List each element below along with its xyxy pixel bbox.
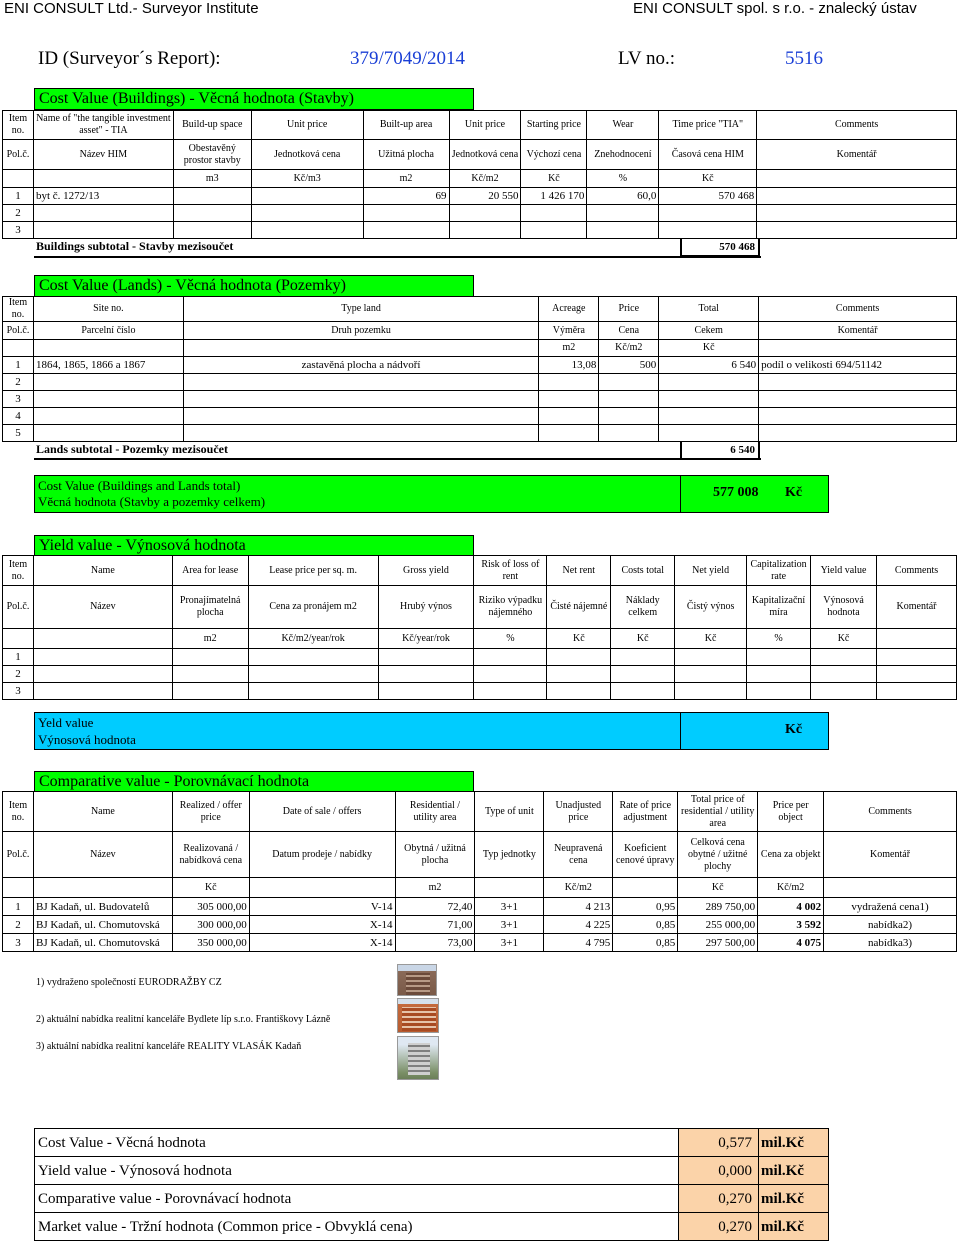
yield-result-currency: Kč: [785, 722, 803, 737]
hdr: Parcelní číslo: [33, 322, 183, 340]
report-id-value: 379/7049/2014: [350, 48, 466, 69]
yield-result-box: [34, 712, 829, 750]
summary-row: Comparative value - Porovnávací hodnota 0,270 mil.Kč: [35, 1185, 829, 1213]
total-line2: Věcná hodnota (Stavby a pozemky celkem): [38, 494, 266, 509]
table-row: 5: [3, 425, 957, 442]
hdr: Cekem: [659, 322, 759, 340]
comparative-table: Item no. Name Realized / offer price Date of sale / offers Residential / utility area Type of unit Unadjusted price Rate of price adjustment Total price of residential / utility area Price per object Comments Pol.č. Název Realizovaná / nabídková cena Datum prodeje / nabídky Obytná / užitná plocha Typ jednotky Neupravená cena Koeficient cenové úpravy Celková cena obytné / užitné plochy Cena za objekt Komentář Kč m2 Kč/m2 Kč Kč/m2 1 BJ Kadaň, ul. Budovatelů 305 000,00 V-14 72,40 3+1 4 213 0,95 289 750,00 4 002 vydražená cena1) 2 BJ Kadaň, ul. Chomutovská 300 000,00 X-14 71,00 3+1 4 225 0,85 255 000,00 3 592 nabídka2) 3 BJ Kadaň, ul. Chomutovská 350 000,00 X-14 73,00 3+1 4 795 0,85 297 500,00 4 075 nabídka3): [2, 791, 957, 952]
unit: Kč: [521, 170, 587, 188]
lv-label: LV no.:: [618, 48, 676, 69]
hdr: Druh pozemku: [183, 322, 539, 340]
yield-title: Yield value - Výnosová hodnota: [34, 535, 474, 556]
unit: Kč/m3: [251, 170, 363, 188]
lands-subtotal-label: Lands subtotal - Pozemky mezisoučet: [36, 442, 228, 456]
note-3: 3) aktuální nabídka realitní kanceláře REALITY VLASÁK Kadaň: [36, 1041, 302, 1052]
hdr: Acreage: [539, 297, 599, 322]
note-1: 1) vydraženo společností EURODRAŽBY CZ: [36, 977, 222, 988]
hdr: Název HIM: [33, 140, 173, 170]
hdr: Build-up space: [173, 111, 251, 140]
hdr: Obestavěný prostor stavby: [173, 140, 251, 170]
hdr: Comments: [757, 111, 957, 140]
yield-table: Item no. Name Area for lease Lease price per sq. m. Gross yield Risk of loss of rent Net rent Costs total Net yield Capitalization rate Yield value Comments Pol.č. Název Pronajímatelná plocha Cena za pronájem m2 Hrubý výnos Riziko výpadku nájemného Čisté nájemné Náklady celkem Čistý výnos Kapitalizační míra Výnosová hodnota Komentář m2 Kč/m2/year/rok Kč/year/rok % Kč Kč Kč % Kč 1 2 3: [2, 555, 957, 700]
hdr: Site no.: [33, 297, 183, 322]
hdr: Znehodnocení: [587, 140, 659, 170]
hdr: Jednotková cena: [251, 140, 363, 170]
hdr: Časová cena HIM: [659, 140, 757, 170]
unit: m2: [363, 170, 449, 188]
hdr: Starting price: [521, 111, 587, 140]
buildings-subtotal-value: 570 468: [680, 239, 760, 257]
lands-title: Cost Value (Lands) - Věcná hodnota (Pozemky): [34, 275, 474, 297]
total-line1: Cost Value (Buildings and Lands total): [38, 478, 241, 493]
yield-result-line2: Výnosová hodnota: [38, 732, 136, 747]
yield-result-line1: Yeld value: [38, 715, 94, 730]
table-row: 2 BJ Kadaň, ul. Chomutovská 300 000,00 X-14 71,00 3+1 4 225 0,85 255 000,00 3 592 nabídka2): [3, 916, 957, 934]
hdr: Name of "the tangible investment asset" - TIA: [33, 111, 173, 140]
total-value: 577 008: [713, 485, 759, 500]
comparable-photo-2: [397, 998, 439, 1033]
hdr: Výchozí cena: [521, 140, 587, 170]
comparative-title: Comparative value - Porovnávací hodnota: [34, 771, 474, 792]
hdr: Unit price: [449, 111, 521, 140]
unit: m3: [173, 170, 251, 188]
table-row: 3: [3, 683, 957, 700]
hdr: Cena: [599, 322, 659, 340]
unit: Kč: [659, 340, 759, 357]
buildings-subtotal-label: Buildings subtotal - Stavby mezisoučet: [36, 239, 234, 253]
hdr: Item no.: [3, 297, 34, 322]
hdr: Time price "TIA": [659, 111, 757, 140]
report-id-label: ID (Surveyor´s Report):: [38, 48, 221, 69]
table-row: 1: [3, 649, 957, 666]
note-2: 2) aktuální nabídka realitní kanceláře Bydlete líp s.r.o. Františkovy Lázně: [36, 1014, 331, 1025]
hdr: Jednotková cena: [449, 140, 521, 170]
summary-row: Cost Value - Věcná hodnota 0,577 mil.Kč: [35, 1129, 829, 1157]
hdr: Type land: [183, 297, 539, 322]
unit: m2: [539, 340, 599, 357]
hdr: Užitná plocha: [363, 140, 449, 170]
buildings-table: [2, 110, 957, 239]
unit: %: [587, 170, 659, 188]
table-row: 2: [3, 374, 957, 391]
comparable-photo-3: [397, 1036, 439, 1080]
hdr: Komentář: [757, 140, 957, 170]
lands-table: [2, 296, 957, 442]
summary-row: Yield value - Výnosová hodnota 0,000 mil.Kč: [35, 1157, 829, 1185]
subtotal-line: [34, 256, 761, 258]
table-row: 1 1864, 1865, 1866 a 1867 zastavěná plocha a nádvoří 13,08 500 6 540 podíl o velikosti 694/51142: [3, 357, 957, 374]
table-row: 4: [3, 408, 957, 425]
lands-subtotal-value: 6 540: [680, 442, 760, 460]
hdr: Built-up area: [363, 111, 449, 140]
hdr: Pol.č.: [3, 322, 34, 340]
table-row: 1 byt č. 1272/13 69 20 550 1 426 170 60,0 570 468: [3, 188, 957, 205]
hdr: Výměra: [539, 322, 599, 340]
comparable-photo-1: [397, 964, 437, 996]
table-row: 3 BJ Kadaň, ul. Chomutovská 350 000,00 X-14 73,00 3+1 4 795 0,85 297 500,00 4 075 nabídka3): [3, 934, 957, 952]
hdr: Item no.: [3, 111, 34, 140]
header-right: ENI CONSULT spol. s r.o. - znalecký ústav: [633, 0, 917, 17]
table-row: 2: [3, 205, 957, 222]
table-row: 2: [3, 666, 957, 683]
hdr: Wear: [587, 111, 659, 140]
unit: Kč/m2: [449, 170, 521, 188]
lv-value: 5516: [785, 48, 823, 69]
table-row: 1 BJ Kadaň, ul. Budovatelů 305 000,00 V-14 72,40 3+1 4 213 0,95 289 750,00 4 002 vydražená cena1): [3, 898, 957, 916]
hdr: Comments: [759, 297, 957, 322]
hdr: Unit price: [251, 111, 363, 140]
hdr: Pol.č.: [3, 140, 34, 170]
unit: Kč/m2: [599, 340, 659, 357]
hdr: Total: [659, 297, 759, 322]
table-row: 3: [3, 222, 957, 239]
hdr: Price: [599, 297, 659, 322]
total-box: [34, 475, 829, 513]
header-left: ENI CONSULT Ltd.- Surveyor Institute: [4, 0, 259, 17]
summary-row: Market value - Tržní hodnota (Common price - Obvyklá cena) 0,270 mil.Kč: [35, 1213, 829, 1241]
summary-table: [34, 1128, 829, 1241]
total-currency: Kč: [785, 485, 803, 500]
subtotal-line: [34, 458, 761, 460]
hdr: Komentář: [759, 322, 957, 340]
table-row: 3: [3, 391, 957, 408]
unit: Kč: [659, 170, 757, 188]
buildings-title: Cost Value (Buildings) - Věcná hodnota (Stavby): [34, 88, 474, 110]
